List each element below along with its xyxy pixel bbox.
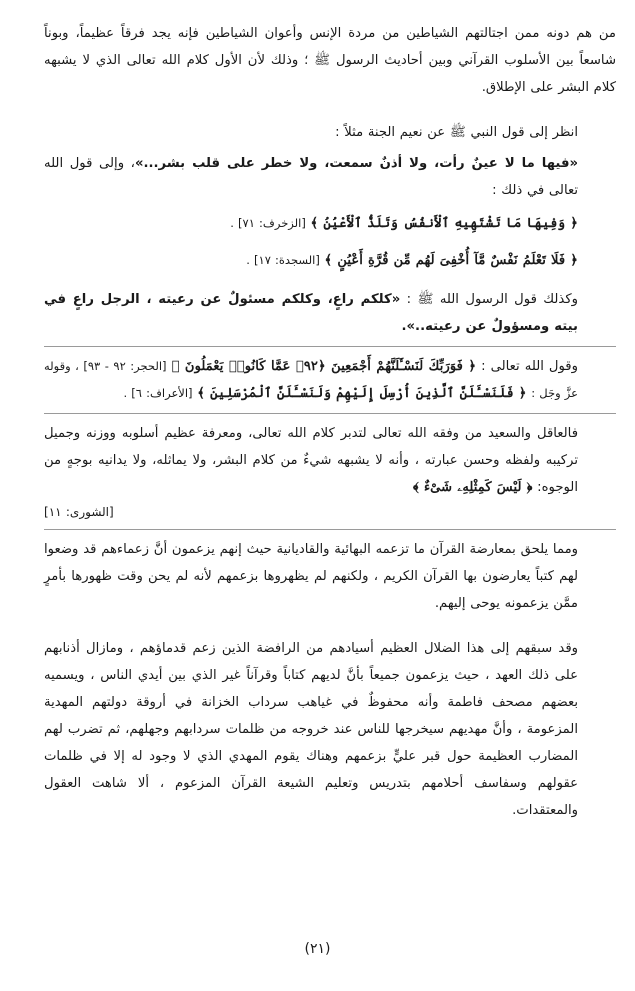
paragraph-hadith-paradise <box>44 150 616 204</box>
hadith-continuation: ، وإلى قول الله تعالى في ذلك : <box>44 156 578 198</box>
verse-intro: وقول الله تعالى : <box>476 359 578 374</box>
paragraph-verse-ask <box>44 353 616 407</box>
quran-verse: ﴿ فَلَنَسْـَٔلَنَّ ٱلَّذِينَ أُرْسِلَ إِلَيْهِمْ وَلَنَسْـَٔلَنَّ ٱلْمُرْسَلِينَ ﴾ <box>197 386 527 401</box>
verse-reference: [الحجر: ٩٢ - ٩٣] ، وقوله عزَّ وجَل : <box>44 359 578 400</box>
paragraph-look: انظر إلى قول النبي ﷺ عن نعيم الجنة مثلاً : <box>335 125 578 140</box>
paragraph-intro: من هم دونه ممن اجتالتهم الشياطين من مردة الإنس وأعوان الشياطين فإنه يجد فرقاً عظيماً، وبوناً شاسعاً بين الأسلوب القرآني وبين أحاديث الرسول ﷺ ؛ وذلك لأن الأول كلام الله تعالى الذي لا يشبهه كلام البشر على الإطلاق. <box>44 26 616 95</box>
hadith-intro: وكذلك قول الرسول الله ﷺ : <box>400 292 578 307</box>
quran-verse: ﴿ وَفِيهَا مَا تَشْتَهِيهِ ٱلْأَنفُسُ وَتَلَذُّ ٱلْأَعْيُنُ ﴾ <box>310 216 578 231</box>
paragraph-rafida: وقد سبقهم إلى هذا الضلال العظيم أسيادهم من الرافضة الذين زعم قدماؤهم ، ومازال أذنابهم على ذلك العهد ، حيث يزعمون جميعاً بأنَّ لديهم كتاباً وقرآناً غير الذي بين أيدي الناس ، ويسميه بعضهم مصحف فاطمة وأنه محفوظٌ في غياهب سرداب الخزانة في أروقة دولتهم المهدية المزعومة ، وأنَّ مهديهم سيخرجها للناس عند خروجه من ظلمات سردابهم وجهلهم، ثم تضرب لهم المضارب العظيمة حول قبر عليٍّ بزعمهم وهناك يقوم المهدي الذي لا وجود له إلا في ظلمات عقولهم وسفاسف أحلامهم بتدريس وتعليم الشيعة القرآن المزعوم ، ألا شاهت العقول والمعتقدات. <box>44 641 578 818</box>
quran-verse: ﴿ لَيْسَ كَمِثْلِهِۦ شَىْءٌ ﴾ <box>413 480 533 495</box>
paragraph-text: فالعاقل والسعيد من وفقه الله تعالى لتدبر كلام الله تعالى، ومعرفة عظيم أسلوبه ووزنه وجميل تركيبه ولفظه وحسن عبارته ، وأنه لا يشبهه شيءٌ من كلام البشر، ولا يماثله، ولا يدانيه بوجهٍ من الوجوه: <box>44 426 578 495</box>
page-number: (٢١) <box>304 941 331 957</box>
paragraph-bahai: ومما يلحق بمعارضة القرآن ما تزعمه البهائية والقاديانية حيث إنهم يزعمون أنَّ زعماءهم قد وضعوا لهم كتباً يعارضون بها القرآن الكريم ، ولكنهم لم يظهروها بزعمهم لأنه لم يحن وقت ظهورها بأمرٍ ممَّن يزعمونه يوحى إليهم. <box>44 542 578 611</box>
section-divider <box>44 529 616 530</box>
verse-reference: [الشورى: ١١] <box>44 505 114 519</box>
paragraph-hadith-shepherd <box>44 286 616 340</box>
section-divider <box>44 413 616 414</box>
page-body <box>44 20 616 824</box>
hadith-quote: «فيها ما لا عينٌ رأت، ولا أذنٌ سمعت، ولا خطر على قلب بشر...» <box>134 156 578 171</box>
verse-reference: [الزخرف: ٧١] . <box>230 216 306 230</box>
verse-line-1 <box>44 210 616 237</box>
quran-verse: ﴿ فَلَا تَعْلَمُ نَفْسٌ مَّآ أُخْفِىَ لَهُم مِّن قُرَّةِ أَعْيُنٍ ﴾ <box>324 253 578 268</box>
verse-reference: [السجدة: ١٧] . <box>246 253 320 267</box>
hadith-quote: «كلكم راعٍ، وكلكم مسئولٌ عن رعيته ، الرجل راعٍ في بيته ومسؤولٌ عن رعيته..». <box>44 292 578 334</box>
quran-verse: ﴿ فَوَرَبِّكَ لَنَسْـَٔلَنَّهُمْ أَجْمَعِينَ ﴿٩٢﴾ عَمَّا كَانُوا۟ يَعْمَلُونَ ﴾ <box>171 359 477 374</box>
verse-line-2 <box>44 247 616 274</box>
verse-reference: [الأعراف: ٦] . <box>123 386 193 400</box>
section-divider <box>44 346 616 347</box>
paragraph-wise <box>44 420 616 501</box>
